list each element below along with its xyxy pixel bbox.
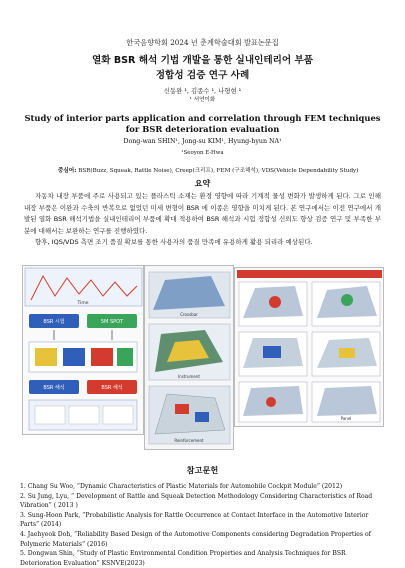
results-grid-graphic	[235, 268, 384, 427]
reference-item: 2. Su Jung, Lyu, ” Development of Rattle and Squeak Detection Methodology Considering Characteristics of Road Vibration” ( 2013 )	[20, 492, 373, 510]
fig2-label-reinforcement: Reinforcement	[174, 437, 204, 443]
figure-process-flow	[22, 265, 144, 435]
korean-authors: 신동완 ¹, 김종수 ¹, 나형현 ¹	[163, 87, 242, 95]
fig3-label-panel: Panel	[340, 415, 352, 421]
fem-model-graphic	[145, 266, 234, 450]
english-authors: Dong-wan SHIN¹, Jong-su KIM¹, Hyung-hyun NA¹	[123, 138, 282, 145]
korean-title-line-1: 열화 BSR 해석 기법 개발을 통한 실내인테리어 부품	[91, 55, 314, 66]
fig1-label-bsr-analysis-a: BSR 해석	[43, 384, 65, 391]
reference-item: 5. Dongwan Shin, “Study of Plastic Environmental Condition Properties and Analysis Techniques for BSR Deterioration Evaluation” KSNVE(2023)	[20, 550, 346, 567]
korean-affiliation: ¹ 서연이화	[189, 97, 216, 103]
korean-title-line-2: 정합성 검증 연구 사례	[155, 70, 250, 81]
english-affiliation: ¹Seoyon E-Hwa	[181, 150, 224, 156]
fig2-label-instrument: Instrument	[177, 373, 201, 379]
abstract-paragraph-1: 자동차 내장 부품에 주로 사용되고 있는 플라스틱 소재는 환경 영향에 따라 기계적 물성 변화가 발생하게 된다. 그로 인해 내장 부품은 이완과 수축의 반복으로 없었던 미세 변형이 BSR 에 이종은 영향을 미치게 된다. 본 연구에서는 이전 연구에서 개발된 열화 BSR 해석기법을 실내인테리어 부품에 확대 적용하여 BSR 해석과 시험 정합성 신뢰도 향상 검증 연구 및 부족한 부분에 대해서는 보완하는 연구를 진행하였다.	[24, 192, 381, 235]
keywords-text: BSR(Buzz, Squeak, Rattle Noise), Creep(크리프), FEM (구조해석), VDS(Vehicle Dependability Study)	[76, 168, 359, 174]
figure-results-grid	[234, 267, 384, 427]
references-heading: 참고문헌	[186, 464, 219, 475]
fig2-label-crossbar: Crossbar	[180, 311, 198, 317]
korean-title	[18, 53, 387, 83]
reference-item: 4. Jaehyeok Doh, “Reliability Based Design of the Automotive Components considering Degradation Properties of Polymeric Materials” (2016)	[20, 530, 371, 548]
reference-item: 1. Chang Su Woo, “Dynamic Characteristics of Plastic Materials for Automobile Cockpit Module” (2012)	[20, 482, 343, 490]
fig1-label-time: Time	[77, 300, 89, 306]
conference-header: 한국음향학회 2024 년 춘계학술대회 발표논문집	[126, 38, 279, 47]
figure-fem-model	[144, 265, 234, 450]
fig1-label-bsr-analysis-b: BSR 해석	[101, 384, 123, 391]
keywords-label: 중심어:	[58, 168, 77, 174]
keywords	[18, 166, 387, 174]
figure-row	[22, 265, 383, 451]
english-title	[18, 113, 387, 135]
fig1-label-bsr-test: BSR 시험	[43, 318, 65, 325]
abstract-paragraph-2: 향후, IQS/VDS 측면 조기 품질 확보를 통한 사용자의 품질 만족에 유용하게 활용 되리라 예상된다.	[35, 238, 313, 247]
english-title-line-1: Study of interior parts application and correlation through FEM techniques	[24, 113, 381, 123]
references-list	[20, 482, 385, 568]
fig1-label-5m-spot: 5M SPOT	[100, 318, 124, 325]
process-flow-graphic	[23, 266, 144, 435]
abstract-heading: 요약	[194, 179, 211, 188]
abstract-body	[24, 191, 381, 249]
reference-item: 3. Sung-Hoon Park, “Probabilistic Analysis for Rattle Occurrence at Contact Interface in the Automotive Interior Parts” (2014)	[20, 511, 369, 529]
english-title-line-2: for BSR deterioration evaluation	[125, 124, 280, 134]
